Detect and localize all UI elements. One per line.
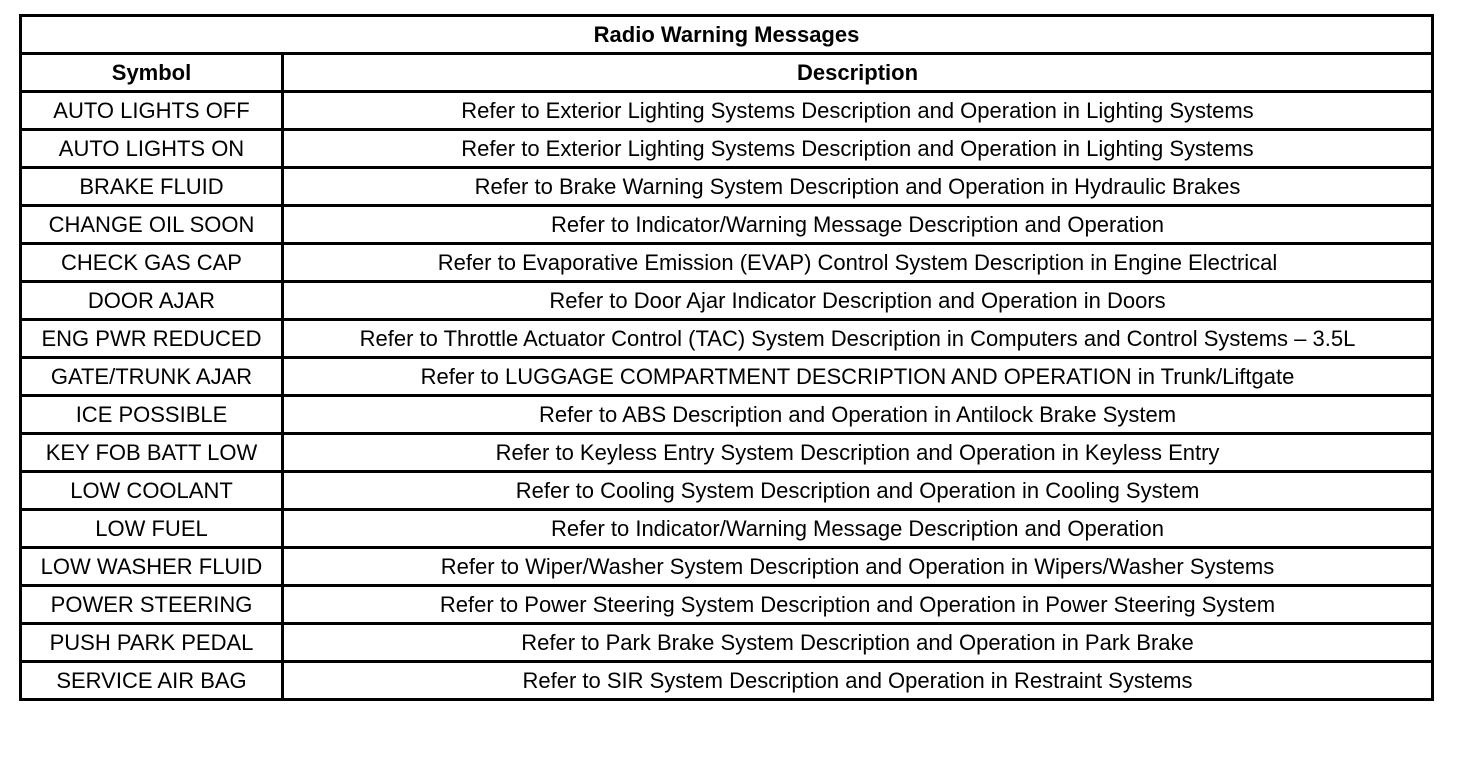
symbol-cell: LOW WASHER FLUID	[21, 548, 283, 586]
table-row	[21, 282, 1433, 320]
symbol-cell: SERVICE AIR BAG	[21, 662, 283, 700]
table-row	[21, 662, 1433, 700]
symbol-cell: AUTO LIGHTS ON	[21, 130, 283, 168]
description-cell: Refer to Power Steering System Description and Operation in Power Steering System	[283, 586, 1433, 624]
table-row	[21, 548, 1433, 586]
description-column-header: Description	[283, 54, 1433, 92]
description-cell: Refer to Evaporative Emission (EVAP) Control System Description in Engine Electrical	[283, 244, 1433, 282]
table-row	[21, 434, 1433, 472]
symbol-cell: POWER STEERING	[21, 586, 283, 624]
description-cell: Refer to SIR System Description and Operation in Restraint Systems	[283, 662, 1433, 700]
symbol-cell: CHANGE OIL SOON	[21, 206, 283, 244]
table-row	[21, 130, 1433, 168]
description-cell: Refer to Throttle Actuator Control (TAC) System Description in Computers and Control Systems – 3.5L	[283, 320, 1433, 358]
symbol-cell: AUTO LIGHTS OFF	[21, 92, 283, 130]
symbol-cell: LOW COOLANT	[21, 472, 283, 510]
description-cell: Refer to Door Ajar Indicator Description and Operation in Doors	[283, 282, 1433, 320]
symbol-cell: ENG PWR REDUCED	[21, 320, 283, 358]
table-row	[21, 320, 1433, 358]
symbol-cell: ICE POSSIBLE	[21, 396, 283, 434]
table-row	[21, 92, 1433, 130]
header-row	[21, 54, 1433, 92]
description-cell: Refer to Exterior Lighting Systems Description and Operation in Lighting Systems	[283, 92, 1433, 130]
table-row	[21, 472, 1433, 510]
table-row	[21, 206, 1433, 244]
radio-warning-messages-table	[19, 14, 1434, 701]
description-cell: Refer to Brake Warning System Description and Operation in Hydraulic Brakes	[283, 168, 1433, 206]
symbol-cell: CHECK GAS CAP	[21, 244, 283, 282]
table-row	[21, 624, 1433, 662]
table-row	[21, 244, 1433, 282]
table-title: Radio Warning Messages	[21, 16, 1433, 54]
symbol-cell: PUSH PARK PEDAL	[21, 624, 283, 662]
description-cell: Refer to Park Brake System Description and Operation in Park Brake	[283, 624, 1433, 662]
table-row	[21, 396, 1433, 434]
symbol-column-header: Symbol	[21, 54, 283, 92]
description-cell: Refer to Indicator/Warning Message Description and Operation	[283, 206, 1433, 244]
description-cell: Refer to ABS Description and Operation in Antilock Brake System	[283, 396, 1433, 434]
table-row	[21, 586, 1433, 624]
symbol-cell: DOOR AJAR	[21, 282, 283, 320]
symbol-cell: GATE/TRUNK AJAR	[21, 358, 283, 396]
description-cell: Refer to Cooling System Description and Operation in Cooling System	[283, 472, 1433, 510]
table-row	[21, 510, 1433, 548]
description-cell: Refer to Exterior Lighting Systems Description and Operation in Lighting Systems	[283, 130, 1433, 168]
symbol-cell: BRAKE FLUID	[21, 168, 283, 206]
description-cell: Refer to LUGGAGE COMPARTMENT DESCRIPTION AND OPERATION in Trunk/Liftgate	[283, 358, 1433, 396]
title-row	[21, 16, 1433, 54]
description-cell: Refer to Wiper/Washer System Description and Operation in Wipers/Washer Systems	[283, 548, 1433, 586]
symbol-cell: LOW FUEL	[21, 510, 283, 548]
symbol-cell: KEY FOB BATT LOW	[21, 434, 283, 472]
description-cell: Refer to Indicator/Warning Message Description and Operation	[283, 510, 1433, 548]
table-row	[21, 168, 1433, 206]
table-row	[21, 358, 1433, 396]
description-cell: Refer to Keyless Entry System Description and Operation in Keyless Entry	[283, 434, 1433, 472]
